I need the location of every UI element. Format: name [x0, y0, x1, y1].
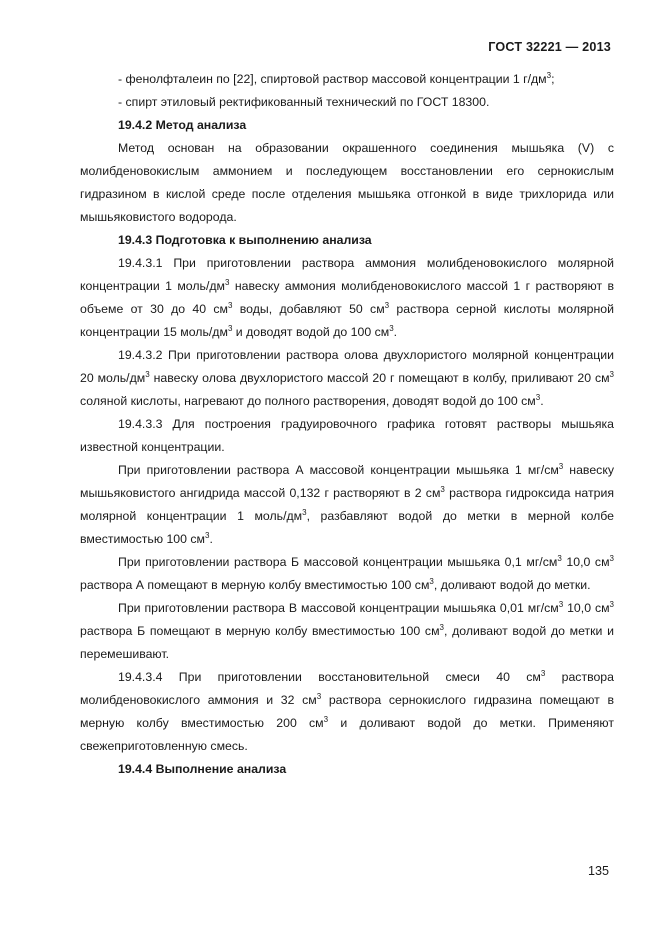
- section-heading-19-4-3: 19.4.3 Подготовка к выполнению анализа: [118, 233, 372, 247]
- paragraph-19-4-3-1: 19.4.3.1 При приготовлении раствора аммония молибденовокислого молярной концентрации 1 моль/$дм^3$ навеску аммония молибденовокислого массой 1 г растворяют в объеме от 30 до 40 $см^3$ воды, добавляют 50 $см^3$ раствора серной кислоты молярной концентрации 15 моль/$дм^3$ и доводят водой до 100 $см^3$.: [80, 256, 615, 339]
- paragraph-method: Метод основан на образовании окрашенного соединения мышьяка (V) с молибденовокислым аммонием и последующем восстановлении его сернокислым гидразином в кислой среде после отделения мышьяка отгонкой в виде трихлорида или мышьяковистого водорода.: [80, 141, 614, 224]
- page-header-title: ГОСТ 32221 — 2013: [488, 40, 611, 54]
- paragraph-19-4-3-2: 19.4.3.2 При приготовлении раствора олова двухлористого молярной концентрации 20 моль/$дм^3$ навеску олова двухлористого массой 20 г помещают в колбу, приливают 20 $см^3$ соляной кислоты, нагревают до полного растворения, доводят водой до 100 $см^3$.: [80, 348, 614, 408]
- document-body: [80, 68, 614, 781]
- paragraph-19-4-3-4: 19.4.3.4 При приготовлении восстановительной смеси 40 $см^3$ раствора молибденовокислого аммония и 32 $см^3$ раствора сернокислого гидразина помещают в мерную колбу вместимостью 200 $см^3$ и доливают водой до метки. Применяют свежеприготовленную смесь.: [80, 669, 614, 753]
- paragraph-solution-v: При приготовлении раствора В массовой концентрации мышьяка 0,01 $мг/см^3$ 10,0 $см^3$ раствора Б помещают в мерную колбу вместимостью 100 $см^3$, доливают водой до метки и перемешивают.: [80, 600, 614, 661]
- paragraph-solution-b: При приготовлении раствора Б массовой концентрации мышьяка 0,1 $мг/см^3$ 10,0 $см^3$ раствора А помещают в мерную колбу вместимостью 100 $см^3$, доливают водой до метки.: [80, 554, 614, 592]
- page-number: 135: [587, 864, 609, 878]
- paragraph-solution-a: При приготовлении раствора А массовой концентрации мышьяка 1 $мг/см^3$ навеску мышьяковистого ангидрида массой 0,132 г растворяют в 2 $см^3$ раствора гидроксида натрия молярной концентрации 1 моль/$дм^3$, разбавляют водой до метки в мерной колбе вместимостью 100 $см^3$.: [80, 462, 614, 546]
- section-heading-19-4-4: 19.4.4 Выполнение анализа: [118, 762, 287, 776]
- list-item-ethanol: - спирт этиловый ректификованный технический по ГОСТ 18300.: [118, 95, 490, 109]
- section-heading-19-4-2: 19.4.2 Метод анализа: [118, 118, 247, 132]
- paragraph-19-4-3-3: 19.4.3.3 Для построения градуировочного графика готовят растворы мышьяка известной концентрации.: [80, 417, 614, 454]
- list-item-phenolphthalein: - фенолфталеин по [22], спиртовой раствор массовой концентрации 1 $г/дм^3$;: [118, 71, 555, 86]
